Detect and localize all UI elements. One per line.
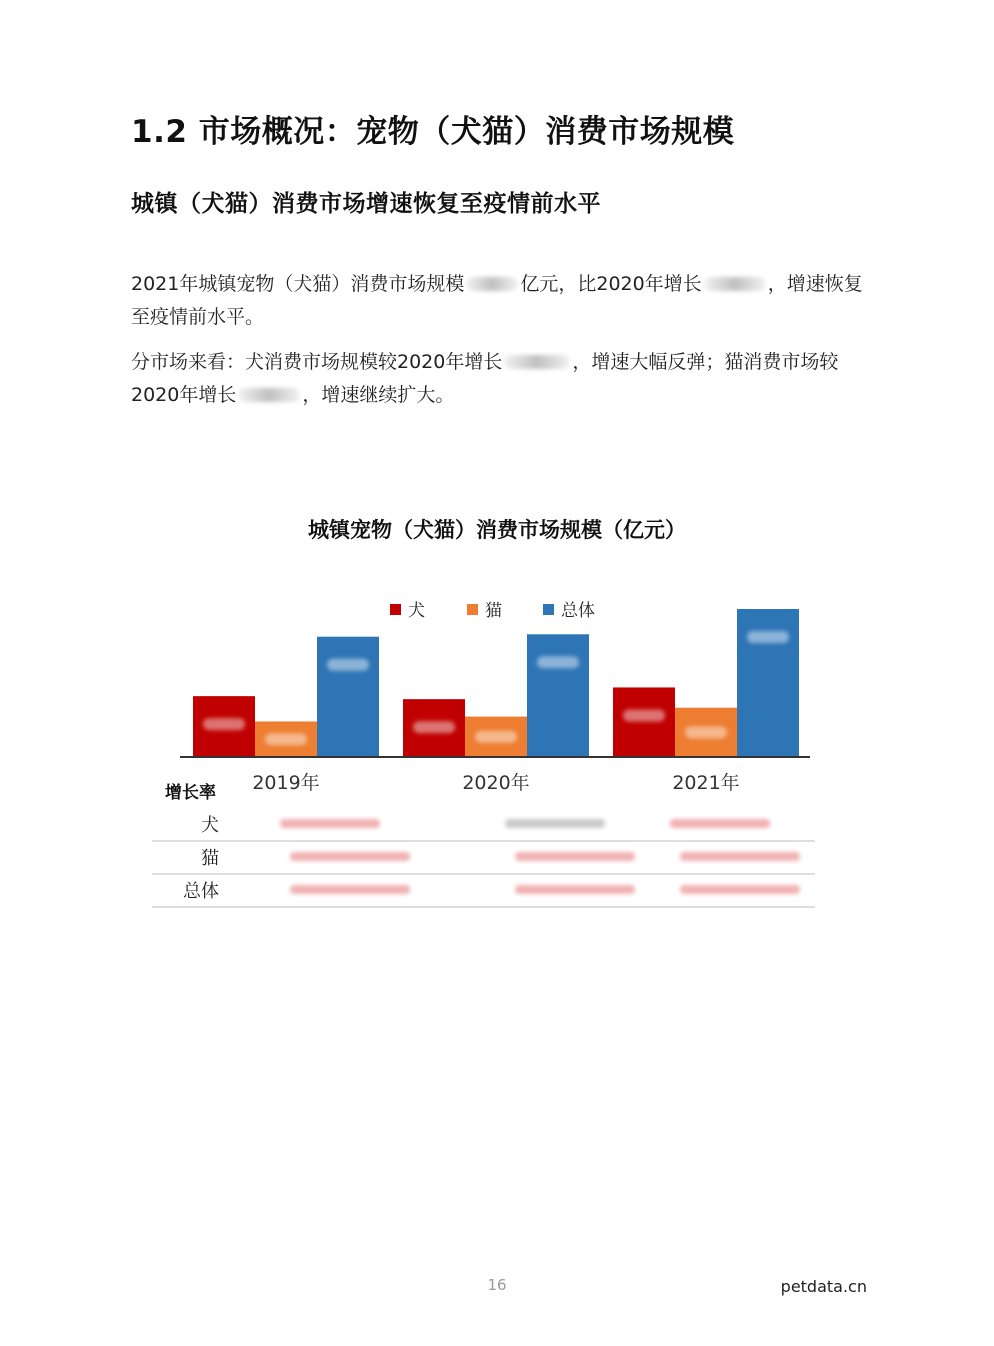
obscured-data-label [203, 718, 245, 730]
bar-dog-3 [613, 687, 675, 757]
obscured-growth-value [670, 819, 770, 828]
obscured-growth-value [505, 819, 605, 828]
obscured-growth-value [680, 852, 800, 861]
legend-swatch [467, 604, 478, 615]
paragraph-text: 2021年城镇宠物（犬猫）消费市场规模 [131, 273, 465, 295]
growth-table-header: 增长率 [165, 783, 216, 803]
growth-row-label: 猫 [201, 848, 219, 869]
obscured-data-label [747, 631, 789, 643]
obscured-growth-value [280, 819, 380, 828]
growth-row-label: 犬 [201, 815, 219, 836]
obscured-data-label [413, 721, 455, 733]
obscured-data-label [475, 731, 517, 743]
site-url[interactable]: petdata.cn [780, 1277, 867, 1296]
obscured-data-label [327, 659, 369, 671]
section-subtitle: 城镇（犬猫）消费市场增速恢复至疫情前水平 [131, 191, 601, 217]
bar-total-2 [527, 634, 589, 757]
page-number: 16 [487, 1276, 507, 1294]
paragraph-text: 分市场来看：犬消费市场规模较2020年增长 [131, 351, 503, 373]
paragraph-text: ，增速大幅反弹；猫消费市场较2020年增长 [131, 351, 839, 406]
obscured-growth-value [680, 885, 800, 894]
bar-total-1 [317, 637, 379, 757]
x-tick-label: 2019年 [252, 772, 320, 794]
obscured-data-label [685, 726, 727, 738]
obscured-data-label [537, 656, 579, 668]
paragraph-text: 亿元，比2020年增长 [520, 273, 702, 295]
obscured-growth-value [290, 885, 410, 894]
obscured-growth-value [290, 852, 410, 861]
obscured-growth-value [515, 852, 635, 861]
x-tick-label: 2020年 [462, 772, 530, 794]
paragraph-text: ，增速继续扩大。 [302, 384, 455, 406]
paragraph-text: ，增速恢复至疫情前水平。 [131, 273, 863, 328]
obscured-growth-value [515, 885, 635, 894]
legend-label: 犬 [408, 601, 425, 621]
x-tick-label: 2021年 [672, 772, 740, 794]
legend-swatch [543, 604, 554, 615]
legend-label: 总体 [561, 601, 595, 621]
chart-legend [390, 601, 595, 621]
growth-rate-table [152, 782, 815, 907]
obscured-data-label [623, 709, 665, 721]
chart-bars [193, 609, 799, 757]
legend-label: 猫 [485, 601, 502, 621]
obscured-data-label [265, 733, 307, 745]
growth-row-label: 总体 [183, 881, 219, 902]
x-axis-ticks [252, 772, 739, 794]
section-title: 1.2 市场概况：宠物（犬猫）消费市场规模 [131, 114, 735, 150]
chart-title: 城镇宠物（犬猫）消费市场规模（亿元） [308, 518, 686, 542]
legend-swatch [390, 604, 401, 615]
